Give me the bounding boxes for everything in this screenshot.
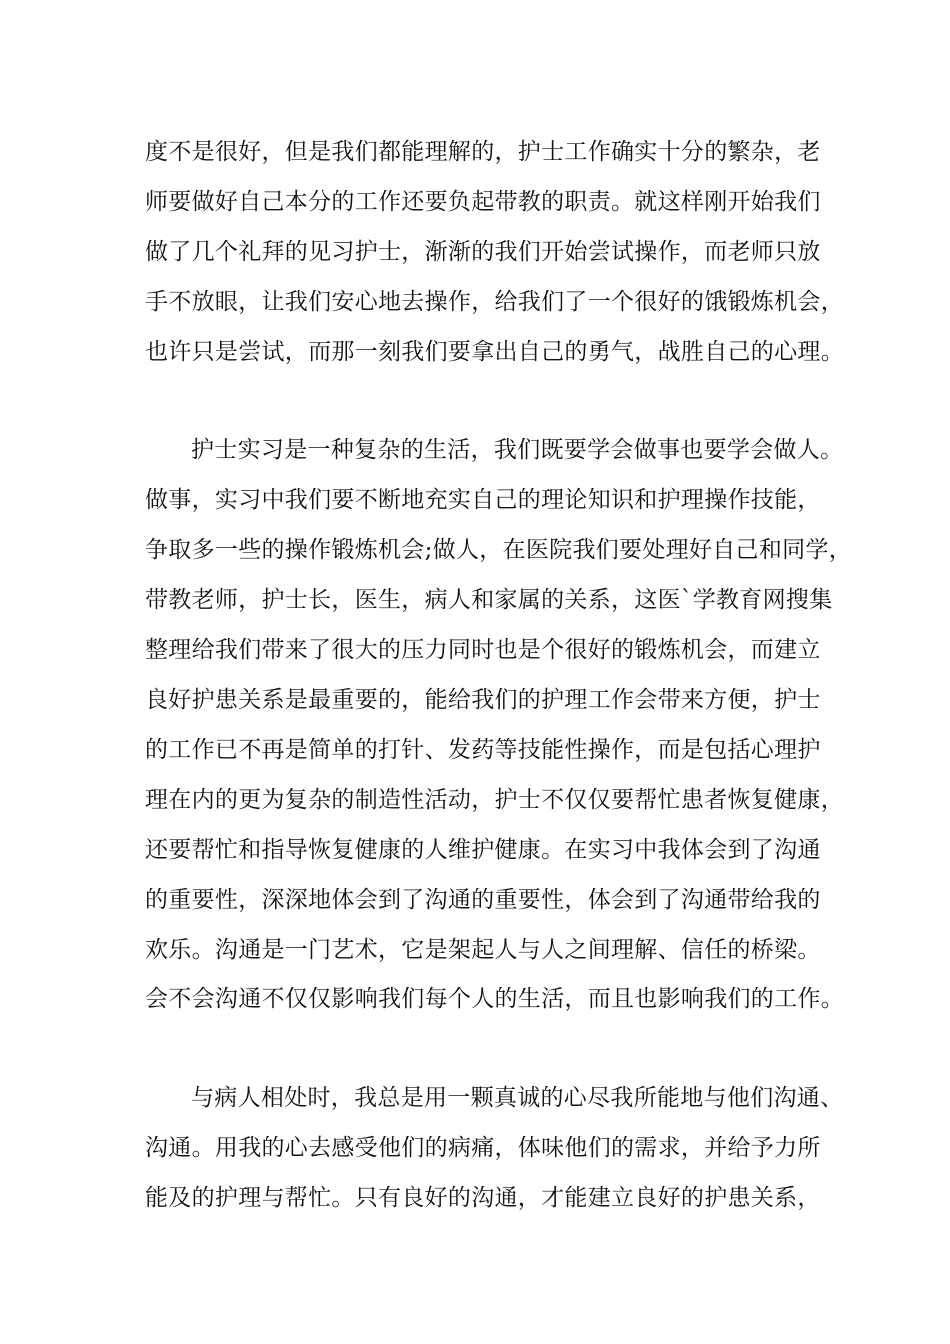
paragraph-2-line-9: 还要帮忙和指导恢复健康的人维护健康。在实习中我体会到了沟通 bbox=[145, 837, 821, 863]
paragraph-2-line-4: 带教老师，护士长，医生，病人和家属的关系，这医`学教育网搜集 bbox=[145, 587, 833, 613]
paragraph-1-line-3: 做了几个礼拜的见习护士，渐渐的我们开始尝试操作，而老师只放 bbox=[145, 239, 821, 265]
paragraph-2-line-3: 争取多一些的操作锻炼机会;做人，在医院我们要处理好自己和同学， bbox=[145, 537, 853, 563]
paragraph-3-line-3: 能及的护理与帮忙。只有良好的沟通，才能建立良好的护患关系， bbox=[145, 1185, 821, 1211]
paragraph-1-line-2: 师要做好自己本分的工作还要负起带教的职责。就这样刚开始我们 bbox=[145, 189, 821, 215]
paragraph-2-line-7: 的工作已不再是简单的打针、发药等技能性操作，而是包括心理护 bbox=[145, 737, 821, 763]
paragraph-2-line-6: 良好护患关系是最重要的，能给我们的护理工作会带来方便，护士 bbox=[145, 687, 821, 713]
paragraph-1-line-4: 手不放眼，让我们安心地去操作，给我们了一个很好的饿锻炼机会， bbox=[145, 289, 844, 315]
paragraph-2-line-10: 的重要性，深深地体会到了沟通的重要性，体会到了沟通带给我的 bbox=[145, 887, 821, 913]
paragraph-2-line-8: 理在内的更为复杂的制造性活动，护士不仅仅要帮忙患者恢复健康， bbox=[145, 787, 844, 813]
paragraph-3-line-1: 与病人相处时，我总是用一颗真诚的心尽我所能地与他们沟通、 bbox=[191, 1085, 844, 1111]
paragraph-1-line-1: 度不是很好，但是我们都能理解的，护士工作确实十分的繁杂，老 bbox=[145, 139, 821, 165]
paragraph-3-line-2: 沟通。用我的心去感受他们的病痛，体味他们的需求，并给予力所 bbox=[145, 1135, 821, 1161]
paragraph-2-line-11: 欢乐。沟通是一门艺术，它是架起人与人之间理解、信任的桥梁。 bbox=[145, 937, 821, 963]
paragraph-1-line-5: 也许只是尝试，而那一刻我们要拿出自己的勇气，战胜自己的心理。 bbox=[145, 339, 844, 365]
paragraph-2-line-12: 会不会沟通不仅仅影响我们每个人的生活，而且也影响我们的工作。 bbox=[145, 986, 844, 1012]
paragraph-2-line-2: 做事，实习中我们要不断地充实自己的理论知识和护理操作技能， bbox=[145, 487, 821, 513]
paragraph-2-line-1: 护士实习是一种复杂的生活，我们既要学会做事也要学会做人。 bbox=[191, 437, 844, 463]
paragraph-2-line-5: 整理给我们带来了很大的压力同时也是个很好的锻炼机会，而建立 bbox=[145, 637, 821, 663]
